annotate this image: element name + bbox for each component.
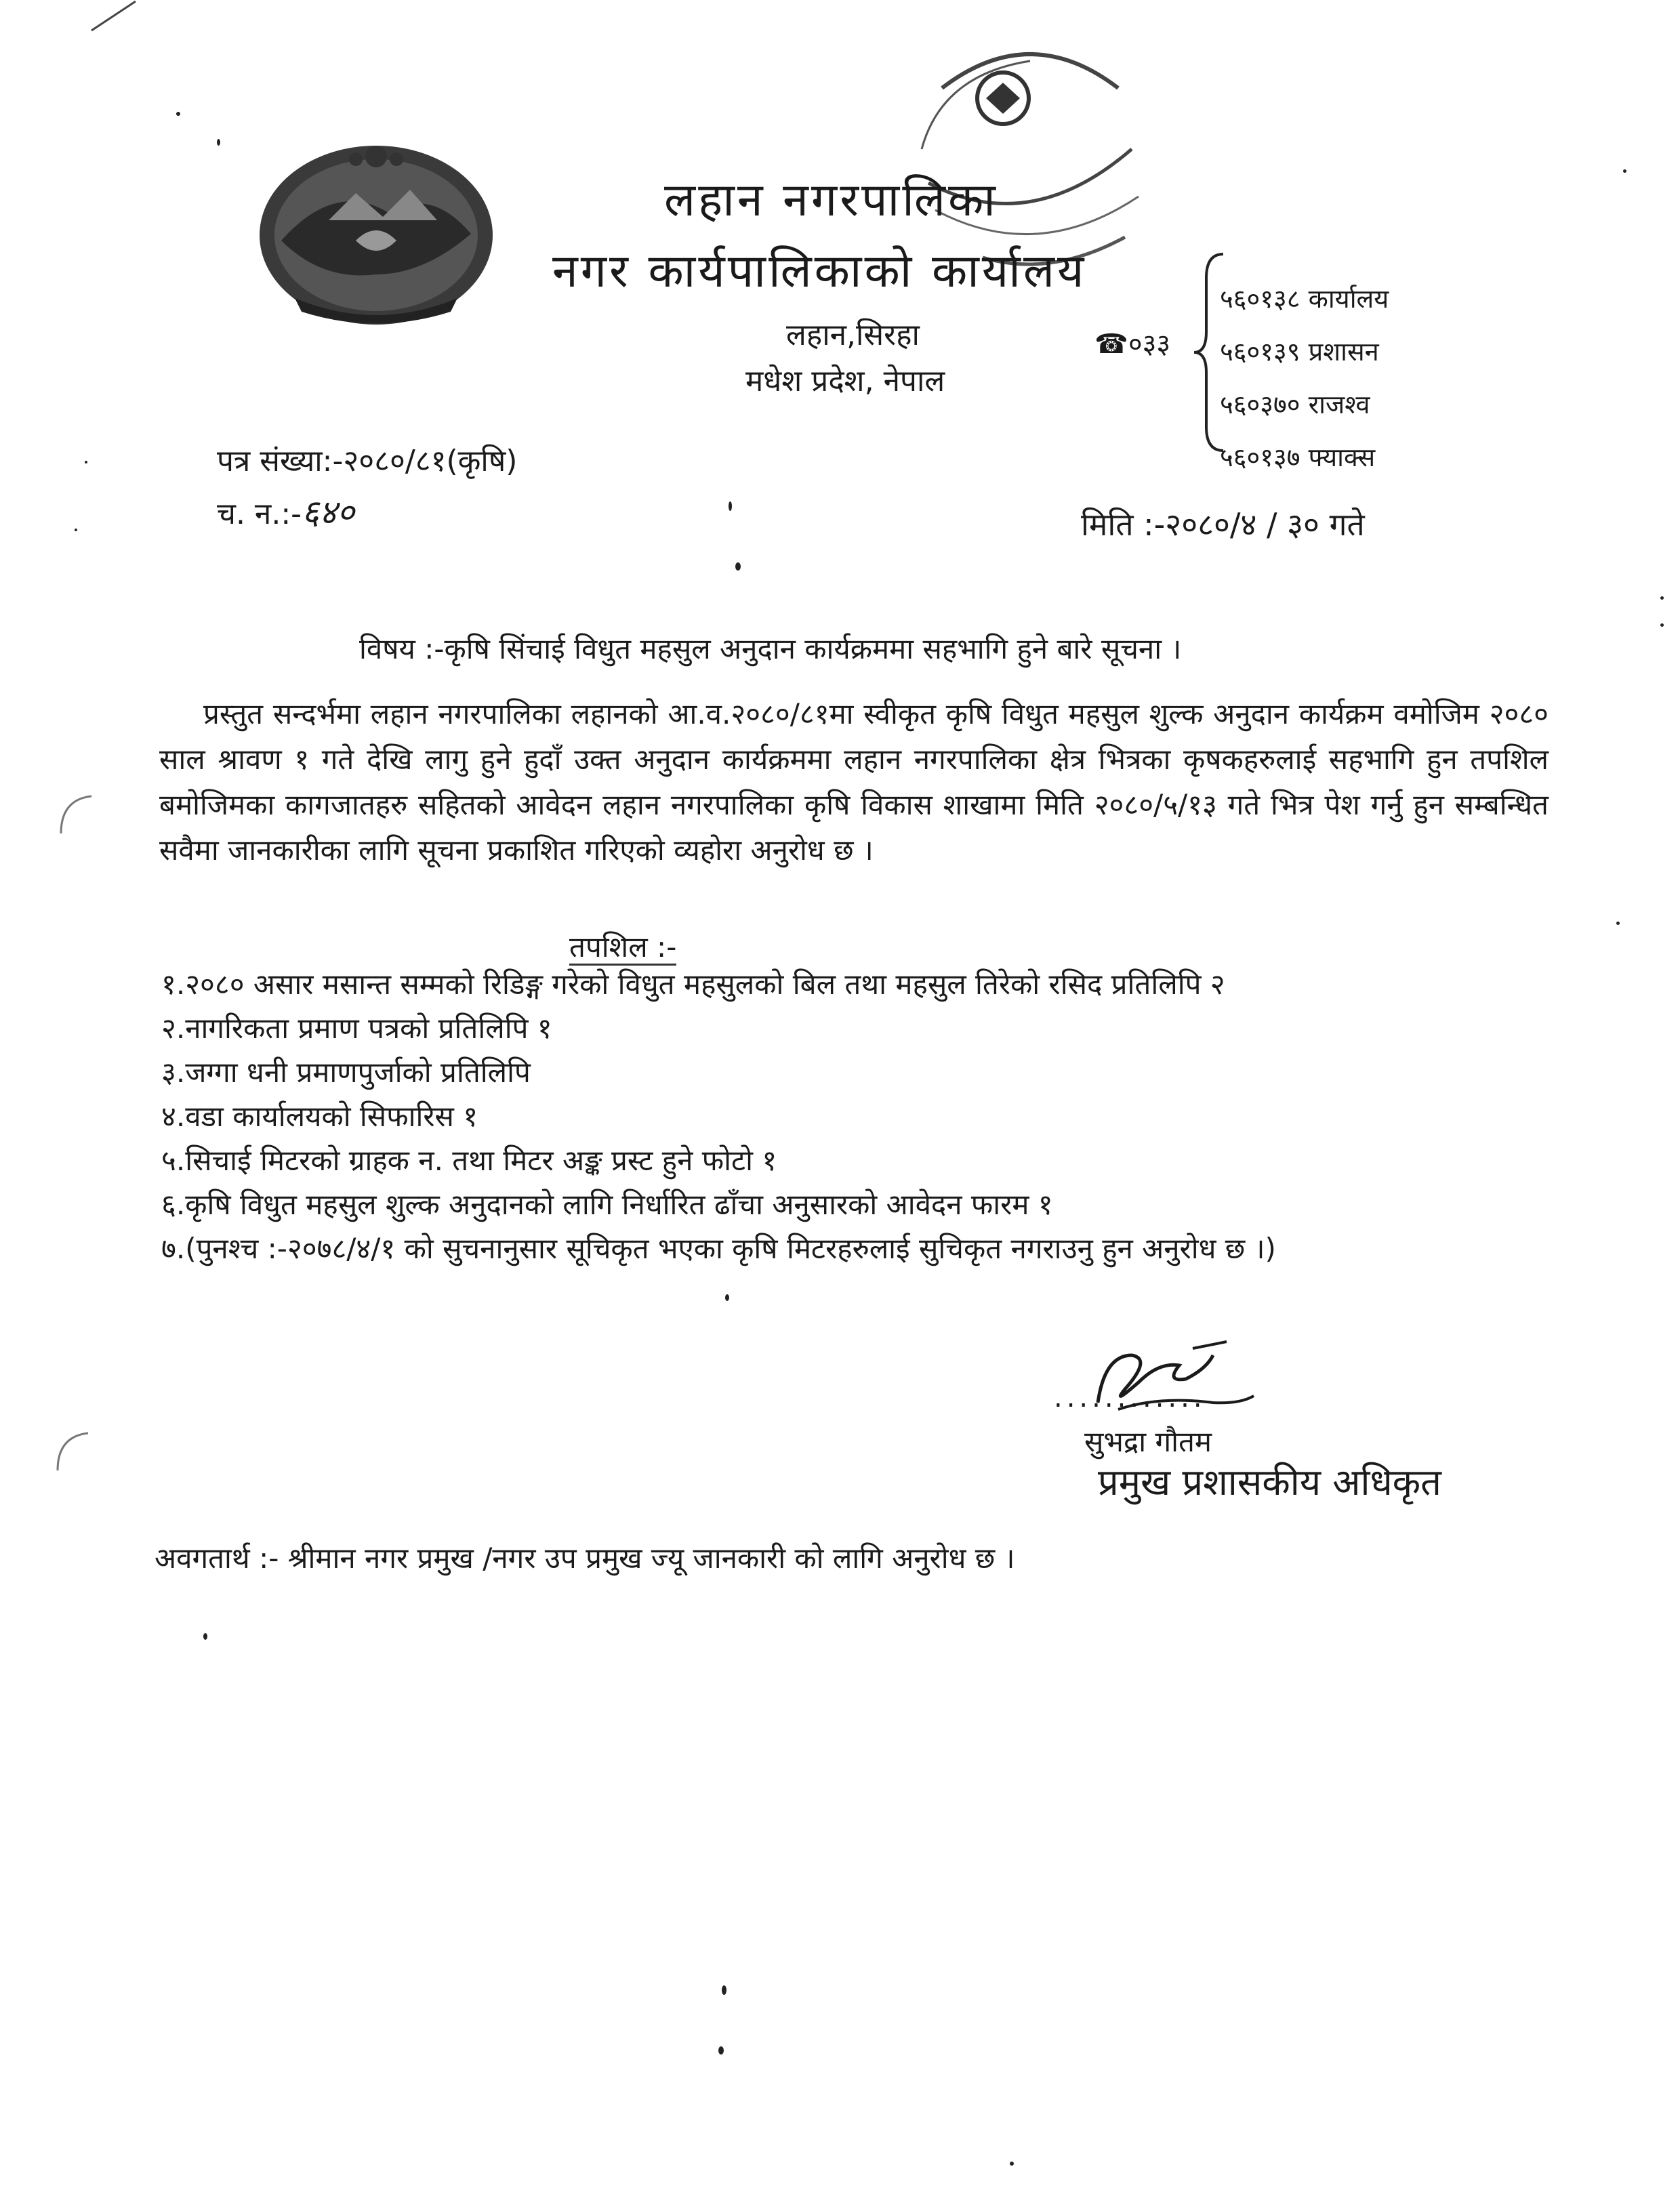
details-heading-text: तपशिल :-	[569, 930, 676, 966]
letter-date: मिति :-२०८०/४ / ३० गते	[1081, 506, 1365, 543]
document-list-item: ५.सिचाई मिटरको ग्राहक न. तथा मिटर अङ्क प्रस्ट हुने फोटो १	[161, 1144, 777, 1177]
municipality-name: लहान नगरपालिका	[664, 173, 998, 227]
letter-reference-number: पत्र संख्या:-२०८०/८१(कृषि)	[217, 444, 518, 478]
document-list	[161, 962, 1276, 1271]
document-list-item: ७.(पुनश्च :-२०७८/४/१ को सुचनानुसार सूचिकृत भएका कृषि मिटरहरुलाई सुचिकृत नगराउनु हुन अनुरोध छ ।)	[161, 1232, 1276, 1265]
dispatch-number-label: च. न.:-	[217, 497, 302, 531]
phone-number-office: ५६०१३८ कार्यालय	[1220, 284, 1389, 314]
office-name: नगर कार्यपालिकाको कार्यालय	[552, 245, 1087, 298]
punch-hole-mark	[51, 1430, 91, 1484]
office-location: लहान,सिरहा	[786, 318, 920, 352]
dispatch-number-handwritten: ६४०	[302, 493, 355, 532]
document-list-item: ३.जग्गा धनी प्रमाणपुर्जाको प्रतिलिपि	[161, 1056, 531, 1089]
phone-number-revenue: ५६०३७० राजश्व	[1220, 390, 1370, 419]
nepal-emblem-logo	[254, 139, 498, 332]
phone-area	[1094, 324, 1170, 361]
phone-number-fax: ५६०१३७ फ्याक्स	[1220, 442, 1376, 472]
details-heading	[569, 927, 676, 966]
dispatch-number	[217, 488, 354, 534]
signatory-name: सुभद्रा गौतम	[1084, 1425, 1212, 1458]
phone-number-administration: ५६०१३९ प्रशासन	[1220, 337, 1379, 367]
document-list-item: १.२०८० असार मसान्त सम्मको रिडिङ्ग गरेको विधुत महसुलको बिल तथा महसुल तिरेको रसिद प्रतिलिपि २	[161, 968, 1225, 1001]
phone-number-list	[1220, 272, 1389, 484]
office-province: मधेश प्रदेश, नेपाल	[745, 364, 945, 398]
letter-body: प्रस्तुत सन्दर्भमा लहान नगरपालिका लहानको आ.व.२०८०/८१मा स्वीकृत कृषि विधुत महसुल शुल्क अनुदान कार्यक्रम वमोजिम २०८० साल श्रावण १ गते देखि लागु हुने हुदाँ उक्त अनुदान कार्यक्रममा लहान नगरपालिका क्षेत्र भित्रका कृषकहरुलाई सहभागि हुन तपशिल बमोजिमका कागजातहरु सहितको आवेदन लहान नगरपालिका कृषि विकास शाखामा मिति २०८०/५/१३ गते भित्र पेश गर्नु हुन सम्बन्धित सवैमा जानकारीका लागि सूचना प्रकाशित गरिएको व्यहोरा अनुरोध छ ।	[159, 697, 1549, 867]
document-list-item: ४.वडा कार्यालयको सिफारिस १	[161, 1100, 478, 1133]
scan-corner-mark	[88, 0, 142, 34]
signatory-title: प्रमुख प्रशासकीय अधिकृत	[1098, 1461, 1441, 1504]
punch-hole-mark	[54, 793, 95, 847]
signature-line: ............	[1054, 1382, 1206, 1413]
document-list-item: २.नागरिकता प्रमाण पत्रको प्रतिलिपि १	[161, 1012, 552, 1045]
telephone-icon: ☎	[1094, 329, 1128, 360]
letter-subject: विषय :-कृषि सिंचाई विधुत महसुल अनुदान कार्यक्रममा सहभागि हुने बारे सूचना ।	[359, 632, 1182, 665]
phone-area-code: ०३३	[1128, 329, 1171, 360]
carbon-copy-note: अवगतार्थ :- श्रीमान नगर प्रमुख /नगर उप प्रमुख ज्यू जानकारी को लागि अनुरोध छ ।	[155, 1542, 1015, 1575]
document-list-item: ६.कृषि विधुत महसुल शुल्क अनुदानको लागि निर्धारित ढाँचा अनुसारको आवेदन फारम १	[161, 1188, 1053, 1221]
